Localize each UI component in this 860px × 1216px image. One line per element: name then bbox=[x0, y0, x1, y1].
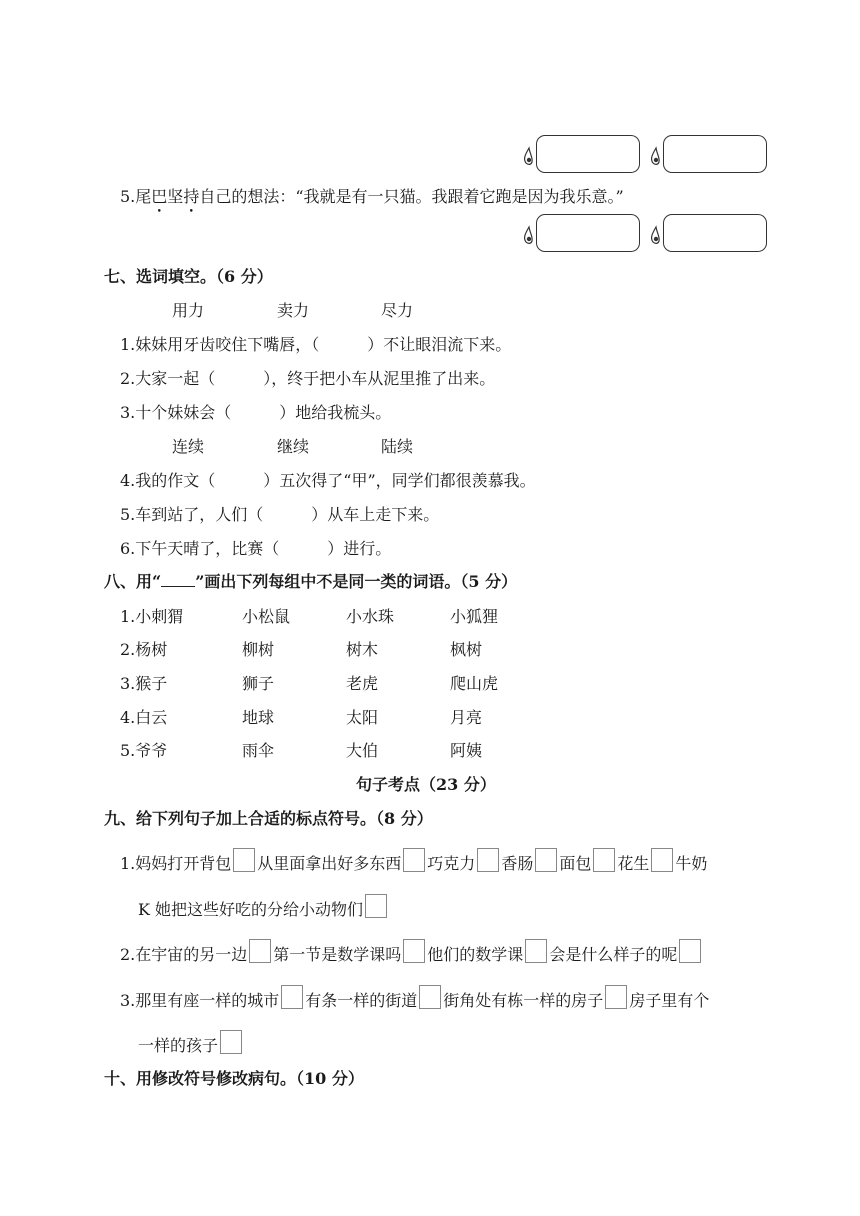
punctuation-line-2 bbox=[138, 894, 389, 920]
text: 3.那里有座一样的城市 bbox=[120, 991, 280, 1010]
drop-icon bbox=[649, 146, 663, 168]
text: 街角处有栋一样的房子 bbox=[443, 991, 604, 1010]
text: 有条一样的街道 bbox=[305, 991, 418, 1010]
word-option: 陆续 bbox=[381, 437, 414, 456]
text: 尾 bbox=[135, 187, 152, 206]
punctuation-box[interactable] bbox=[281, 985, 303, 1009]
word-cell[interactable]: 5.爷爷 bbox=[120, 741, 168, 760]
answer-bubble[interactable] bbox=[536, 135, 640, 173]
word-cell[interactable]: 雨伞 bbox=[242, 741, 275, 760]
punctuation-line-5 bbox=[138, 1030, 244, 1056]
word-cell[interactable]: 大伯 bbox=[346, 741, 379, 760]
punctuation-box[interactable] bbox=[477, 848, 499, 872]
text: 从里面拿出好多东西 bbox=[257, 854, 402, 873]
text: 牛奶 bbox=[675, 854, 708, 873]
punctuation-box[interactable] bbox=[651, 848, 673, 872]
question-item: 6.下午天晴了，比赛（ ）进行。 bbox=[120, 539, 392, 558]
word-cell[interactable]: 小水珠 bbox=[346, 607, 395, 626]
punctuation-box[interactable] bbox=[403, 939, 425, 963]
text: 坚 bbox=[167, 187, 184, 206]
punctuation-line-4 bbox=[120, 985, 709, 1011]
title-text: 八、用“ bbox=[104, 572, 162, 591]
section-10-title: 十、用修改符号修改病句。（10 分） bbox=[104, 1069, 364, 1088]
word-cell[interactable]: 1.小刺猬 bbox=[120, 607, 184, 626]
word-option: 连续 bbox=[172, 437, 205, 456]
section-9-title: 九、给下列句子加上合适的标点符号。（8 分） bbox=[104, 809, 433, 828]
text: 香肠 bbox=[501, 854, 534, 873]
question-item: 3.十个妹妹会（ ）地给我梳头。 bbox=[120, 403, 392, 422]
text: 一样的孩子 bbox=[138, 1036, 219, 1055]
punctuation-box[interactable] bbox=[249, 939, 271, 963]
word-cell[interactable]: 月亮 bbox=[450, 708, 483, 727]
word-cell[interactable]: 4.白云 bbox=[120, 708, 168, 727]
text: 会是什么样子的呢 bbox=[549, 945, 678, 964]
drop-icon bbox=[649, 225, 663, 247]
word-cell[interactable]: 柳树 bbox=[242, 640, 275, 659]
punctuation-box[interactable] bbox=[525, 939, 547, 963]
word-cell[interactable]: 狮子 bbox=[242, 674, 275, 693]
word-cell[interactable]: 3.猴子 bbox=[120, 674, 168, 693]
section-7-title: 七、选词填空。（6 分） bbox=[104, 267, 273, 286]
word-option: 卖力 bbox=[277, 301, 310, 320]
underline-sample bbox=[161, 572, 195, 587]
drop-icon bbox=[522, 225, 536, 247]
word-cell[interactable]: 树木 bbox=[346, 640, 379, 659]
punctuation-box[interactable] bbox=[679, 939, 701, 963]
word-cell[interactable]: 地球 bbox=[242, 708, 275, 727]
dotted-char: 巴 bbox=[151, 187, 168, 206]
question-item: 5.车到站了，人们（ ）从车上走下来。 bbox=[120, 505, 440, 524]
text: 房子里有个 bbox=[629, 991, 710, 1010]
answer-bubble[interactable] bbox=[536, 214, 640, 252]
punctuation-box[interactable] bbox=[605, 985, 627, 1009]
word-cell[interactable]: 太阳 bbox=[346, 708, 379, 727]
text: 面包 bbox=[559, 854, 592, 873]
dotted-char: 持 bbox=[183, 187, 200, 206]
punctuation-line-3 bbox=[120, 939, 703, 965]
text: K 她把这些好吃的分给小动物们 bbox=[138, 900, 364, 919]
punctuation-box[interactable] bbox=[403, 848, 425, 872]
text: 巧克力 bbox=[427, 854, 476, 873]
word-cell[interactable]: 小松鼠 bbox=[242, 607, 291, 626]
answer-bubble[interactable] bbox=[663, 214, 767, 252]
word-cell[interactable]: 枫树 bbox=[450, 640, 483, 659]
word-cell[interactable]: 阿姨 bbox=[450, 741, 483, 760]
word-cell[interactable]: 2.杨树 bbox=[120, 640, 168, 659]
punctuation-box[interactable] bbox=[419, 985, 441, 1009]
word-cell[interactable]: 爬山虎 bbox=[450, 674, 499, 693]
title-text: ”画出下列每组中不是同一类的词语。（5 分） bbox=[195, 572, 518, 591]
punctuation-box[interactable] bbox=[535, 848, 557, 872]
item-number: 5. bbox=[120, 187, 136, 206]
drop-icon bbox=[522, 146, 536, 168]
text: 第一节是数学课吗 bbox=[273, 945, 402, 964]
punctuation-box[interactable] bbox=[365, 894, 387, 918]
punctuation-box[interactable] bbox=[593, 848, 615, 872]
question-item: 1.妹妹用牙齿咬住下嘴唇，（ ）不让眼泪流下来。 bbox=[120, 335, 512, 354]
word-option: 用力 bbox=[172, 301, 205, 320]
word-cell[interactable]: 小狐狸 bbox=[450, 607, 499, 626]
text: 他们的数学课 bbox=[427, 945, 524, 964]
word-option: 继续 bbox=[277, 437, 310, 456]
text: 花生 bbox=[617, 854, 650, 873]
word-option: 尽力 bbox=[381, 301, 414, 320]
section-8-title bbox=[104, 569, 517, 592]
question-item: 4.我的作文（ ）五次得了“甲”，同学们都很羡慕我。 bbox=[120, 471, 536, 490]
text: 1.妈妈打开背包 bbox=[120, 854, 232, 873]
center-heading: 句子考点（23 分） bbox=[356, 775, 496, 794]
answer-bubble[interactable] bbox=[663, 135, 767, 173]
punctuation-box[interactable] bbox=[220, 1030, 242, 1054]
text: 自己的想法：“我就是有一只猫。我跟着它跑是因为我乐意。” bbox=[199, 187, 624, 206]
word-cell[interactable]: 老虎 bbox=[346, 674, 379, 693]
punctuation-line-1 bbox=[120, 848, 707, 874]
punctuation-box[interactable] bbox=[233, 848, 255, 872]
question-5 bbox=[120, 184, 624, 207]
text: 2.在宇宙的另一边 bbox=[120, 945, 248, 964]
question-item: 2.大家一起（ ），终于把小车从泥里推了出来。 bbox=[120, 369, 496, 388]
